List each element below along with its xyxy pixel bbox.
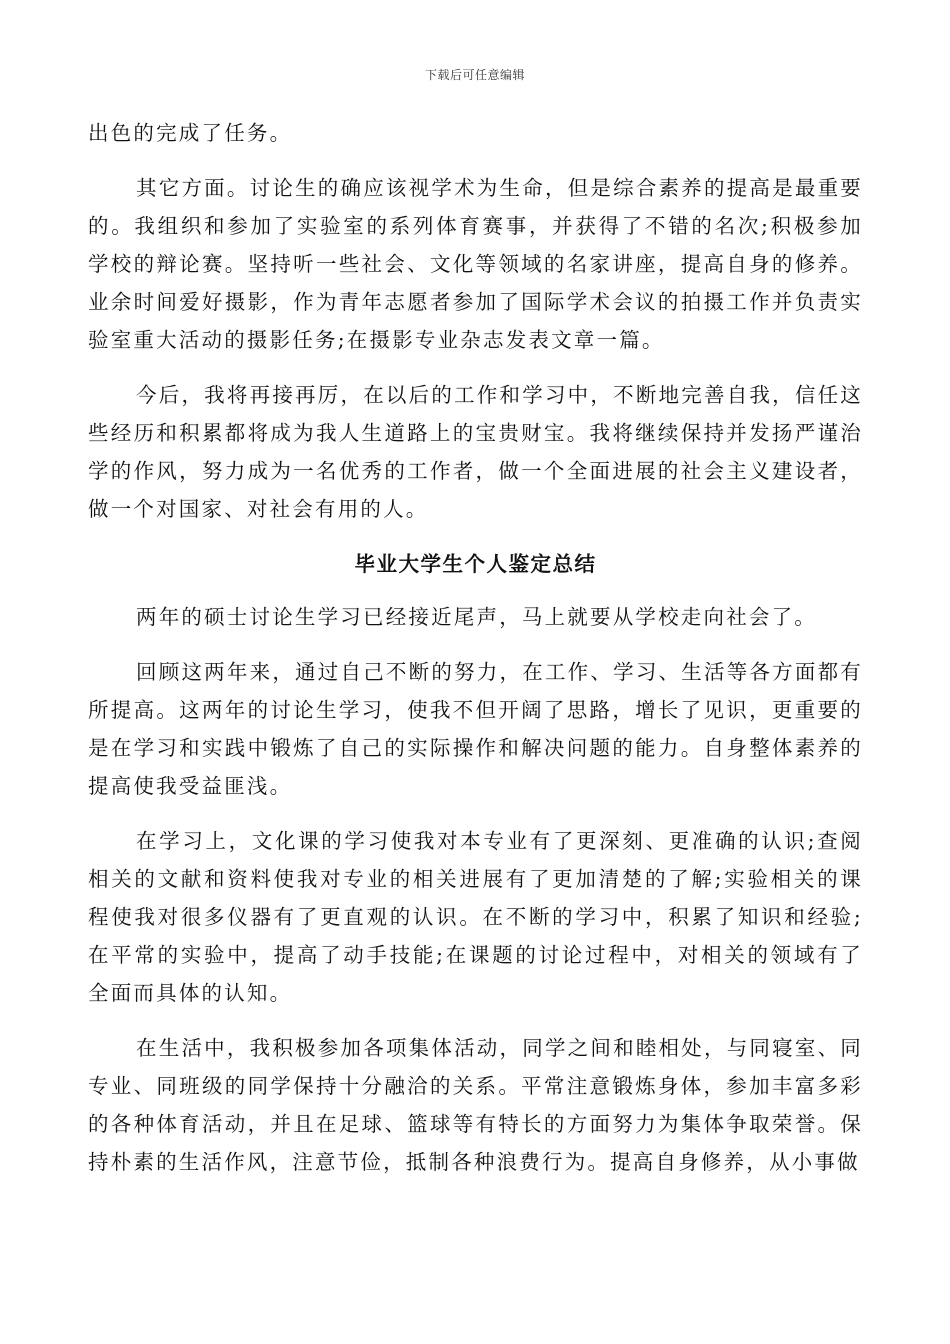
document-body [88,114,863,1198]
paragraph: 今后，我将再接再厉，在以后的工作和学习中，不断地完善自我，信任这些经历和积累都将成为我人生道路上的宝贵财宝。我将继续保持并发扬严谨治学的作风，努力成为一名优秀的工作者，做一个全面进展的社会主义建设者，做一个对国家、对社会有用的人。 [88,383,863,521]
paragraph: 回顾这两年来，通过自己不断的努力，在工作、学习、生活等各方面都有所提高。这两年的讨论生学习，使我不但开阔了思路，增长了见识，更重要的是在学习和实践中锻炼了自己的实际操作和解决问题的能力。自身整体素养的提高使我受益匪浅。 [88,660,863,798]
section-title: 毕业大学生个人鉴定总结 [354,552,597,576]
paragraph: 在学习上，文化课的学习使我对本专业有了更深刻、更准确的认识;查阅相关的文献和资料使我对专业的相关进展有了更加清楚的了解;实验相关的课程使我对很多仪器有了更直观的认识。在不断的学习中，积累了知识和经验;在平常的实验中，提高了动手技能;在课题的讨论过程中，对相关的领域有了全面而具体的认知。 [88,829,863,1005]
paragraph: 两年的硕士讨论生学习已经接近尾声，马上就要从学校走向社会了。 [136,605,817,629]
paragraph: 在生活中，我积极参加各项集体活动，同学之间和睦相处，与同寝室、同专业、同班级的同学保持十分融洽的关系。平常注意锻炼身体，参加丰富多彩的各种体育活动，并且在足球、篮球等有特长的方面努力为集体争取荣誉。保持朴素的生活作风，注意节俭，抵制各种浪费行为。提高自身修养，从小事做 [88,1036,863,1174]
paragraph: 其它方面。讨论生的确应该视学术为生命，但是综合素养的提高是最重要的。我组织和参加了实验室的系列体育赛事，并获得了不错的名次;积极参加学校的辩论赛。坚持听一些社会、文化等领域的名家讲座，提高自身的修养。业余时间爱好摄影，作为青年志愿者参加了国际学术会议的拍摄工作并负责实验室重大活动的摄影任务;在摄影专业杂志发表文章一篇。 [88,176,863,352]
page-header: 下载后可任意编辑 [424,68,525,82]
paragraph: 出色的完成了任务。 [88,121,293,145]
